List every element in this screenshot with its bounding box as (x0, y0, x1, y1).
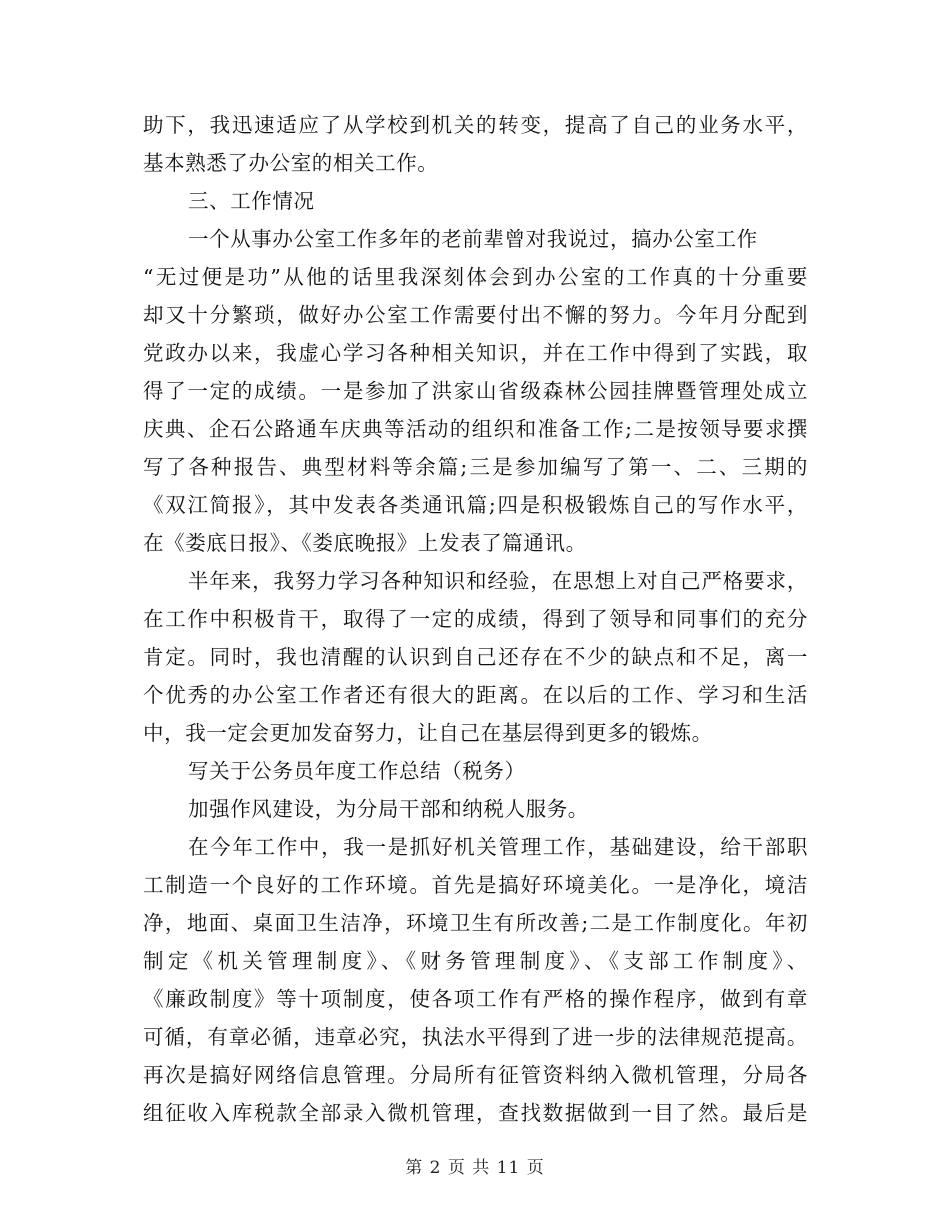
text-line: 却又十分繁琐，做好办公室工作需要付出不懈的努力。今年月分配到 (143, 303, 808, 327)
text-line: 《廉政制度》等十项制度，使各项工作有严格的操作程序，做到有章 (143, 987, 808, 1011)
text-line: 写关于公务员年度工作总结（税务） (188, 759, 526, 783)
text-line: 净，地面、桌面卫生洁净，环境卫生有所改善;二是工作制度化。年初 (143, 911, 808, 935)
text-line: 在今年工作中，我一是抓好机关管理工作，基础建设，给干部职 (188, 835, 808, 859)
text-line: 基本熟悉了办公室的相关工作。 (143, 151, 439, 175)
text-line: 半年来，我努力学习各种知识和经验，在思想上对自己严格要求， (188, 569, 808, 593)
text-line: 中，我一定会更加发奋努力，让自己在基层得到更多的锻炼。 (143, 721, 713, 745)
text-line: 在工作中积极肯干，取得了一定的成绩，得到了领导和同事们的充分 (143, 607, 808, 631)
text-line: 三、工作情况 (188, 189, 315, 213)
text-line: 《双江简报》，其中发表各类通讯篇;四是积极锻炼自己的写作水平， (143, 493, 808, 517)
document-body (143, 106, 808, 1132)
text-line: 肯定。同时，我也清醒的认识到自己还存在不少的缺点和不足，离一 (143, 645, 808, 669)
page-footer: 第 2 页 共 11 页 (405, 1158, 545, 1178)
text-line: 写了各种报告、典型材料等余篇;三是参加编写了第一、二、三期的 (143, 455, 808, 479)
text-line: 得了一定的成绩。一是参加了洪家山省级森林公园挂牌暨管理处成立 (143, 379, 808, 403)
text-line: 一个从事办公室工作多年的老前辈曾对我说过，搞办公室工作 (188, 227, 758, 251)
text-line: 个优秀的办公室工作者还有很大的距离。在以后的工作、学习和生活 (143, 683, 808, 707)
text-line: 加强作风建设，为分局干部和纳税人服务。 (188, 797, 589, 821)
text-line: “无过便是功”从他的话里我深刻体会到办公室的工作真的十分重要 (143, 265, 808, 289)
text-line: 再次是搞好网络信息管理。分局所有征管资料纳入微机管理，分局各 (143, 1063, 808, 1087)
text-line: 工制造一个良好的工作环境。首先是搞好环境美化。一是净化，境洁 (143, 873, 808, 897)
text-line: 组征收入库税款全部录入微机管理，查找数据做到一目了然。最后是 (143, 1101, 808, 1125)
text-line: 党政办以来，我虚心学习各种相关知识，并在工作中得到了实践，取 (143, 341, 808, 365)
text-line: 助下，我迅速适应了从学校到机关的转变，提高了自己的业务水平， (143, 113, 808, 137)
text-line: 可循，有章必循，违章必究，执法水平得到了进一步的法律规范提高。 (143, 1025, 808, 1049)
text-line: 制定《机关管理制度》、《财务管理制度》、《支部工作制度》、 (143, 949, 808, 973)
text-line: 庆典、企石公路通车庆典等活动的组织和准备工作;二是按领导要求撰 (143, 417, 808, 441)
text-line: 在《娄底日报》、《娄底晚报》上发表了篇通讯。 (143, 531, 587, 555)
